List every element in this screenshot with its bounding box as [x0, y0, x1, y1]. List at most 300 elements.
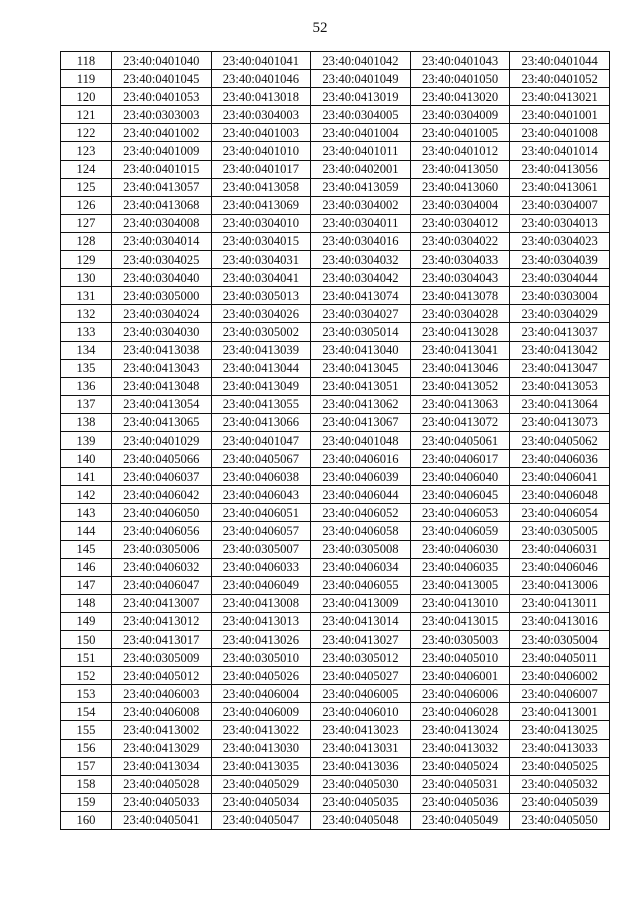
cadastral-number-cell: 23:40:0304013	[510, 214, 610, 232]
cadastral-number-cell: 23:40:0413025	[510, 721, 610, 739]
cadastral-number-cell: 23:40:0406054	[510, 504, 610, 522]
cadastral-number-cell: 23:40:0401052	[510, 70, 610, 88]
row-number-cell: 118	[61, 52, 112, 70]
row-number-cell: 150	[61, 631, 112, 649]
table-row	[61, 196, 610, 214]
table-row	[61, 377, 610, 395]
row-number-cell: 148	[61, 594, 112, 612]
cadastral-number-cell: 23:40:0413018	[211, 88, 311, 106]
table-row	[61, 70, 610, 88]
cadastral-number-cell: 23:40:0304015	[211, 232, 311, 250]
cadastral-number-cell: 23:40:0304003	[211, 106, 311, 124]
cadastral-number-cell: 23:40:0413054	[112, 395, 212, 413]
cadastral-number-cell: 23:40:0305009	[112, 649, 212, 667]
cadastral-number-cell: 23:40:0401045	[112, 70, 212, 88]
cadastral-number-cell: 23:40:0405010	[410, 649, 510, 667]
cadastral-number-cell: 23:40:0405039	[510, 793, 610, 811]
table-row	[61, 178, 610, 196]
cadastral-number-cell: 23:40:0401008	[510, 124, 610, 142]
table-row	[61, 811, 610, 829]
table-row	[61, 124, 610, 142]
cadastral-number-cell: 23:40:0304032	[311, 251, 411, 269]
cadastral-number-cell: 23:40:0413024	[410, 721, 510, 739]
cadastral-number-cell: 23:40:0406001	[410, 667, 510, 685]
cadastral-number-cell: 23:40:0413058	[211, 178, 311, 196]
cadastral-number-cell: 23:40:0406005	[311, 685, 411, 703]
cadastral-number-cell: 23:40:0304039	[510, 251, 610, 269]
cadastral-number-cell: 23:40:0406016	[311, 450, 411, 468]
table-row	[61, 775, 610, 793]
row-number-cell: 123	[61, 142, 112, 160]
cadastral-number-cell: 23:40:0413038	[112, 341, 212, 359]
cadastral-number-cell: 23:40:0305007	[211, 540, 311, 558]
table-row	[61, 540, 610, 558]
row-number-cell: 130	[61, 269, 112, 287]
table-row	[61, 721, 610, 739]
cadastral-number-cell: 23:40:0401014	[510, 142, 610, 160]
cadastral-number-cell: 23:40:0405025	[510, 757, 610, 775]
cadastral-number-cell: 23:40:0405047	[211, 811, 311, 829]
cadastral-number-cell: 23:40:0402001	[311, 160, 411, 178]
row-number-cell: 128	[61, 232, 112, 250]
cadastral-number-cell: 23:40:0405033	[112, 793, 212, 811]
cadastral-number-cell: 23:40:0406031	[510, 540, 610, 558]
table-row	[61, 88, 610, 106]
cadastral-number-cell: 23:40:0406008	[112, 703, 212, 721]
cadastral-number-cell: 23:40:0305014	[311, 323, 411, 341]
cadastral-table	[60, 51, 610, 830]
cadastral-number-cell: 23:40:0401011	[311, 142, 411, 160]
cadastral-number-cell: 23:40:0406003	[112, 685, 212, 703]
row-number-cell: 141	[61, 468, 112, 486]
cadastral-number-cell: 23:40:0406006	[410, 685, 510, 703]
cadastral-number-cell: 23:40:0304031	[211, 251, 311, 269]
cadastral-number-cell: 23:40:0406049	[211, 576, 311, 594]
cadastral-number-cell: 23:40:0413061	[510, 178, 610, 196]
table-row	[61, 576, 610, 594]
cadastral-number-cell: 23:40:0405034	[211, 793, 311, 811]
cadastral-number-cell: 23:40:0413051	[311, 377, 411, 395]
cadastral-number-cell: 23:40:0401041	[211, 52, 311, 70]
table-row	[61, 431, 610, 449]
cadastral-number-cell: 23:40:0304004	[410, 196, 510, 214]
table-row	[61, 359, 610, 377]
cadastral-number-cell: 23:40:0413039	[211, 341, 311, 359]
cadastral-number-cell: 23:40:0305005	[510, 522, 610, 540]
cadastral-number-cell: 23:40:0303003	[112, 106, 212, 124]
table-row	[61, 106, 610, 124]
cadastral-number-cell: 23:40:0304012	[410, 214, 510, 232]
cadastral-number-cell: 23:40:0413048	[112, 377, 212, 395]
row-number-cell: 132	[61, 305, 112, 323]
table-row	[61, 486, 610, 504]
cadastral-number-cell: 23:40:0413074	[311, 287, 411, 305]
cadastral-number-cell: 23:40:0303004	[510, 287, 610, 305]
table-row	[61, 667, 610, 685]
table-row	[61, 160, 610, 178]
row-number-cell: 135	[61, 359, 112, 377]
cadastral-number-cell: 23:40:0413032	[410, 739, 510, 757]
row-number-cell: 145	[61, 540, 112, 558]
cadastral-number-cell: 23:40:0413072	[410, 413, 510, 431]
cadastral-number-cell: 23:40:0413009	[311, 594, 411, 612]
cadastral-number-cell: 23:40:0405062	[510, 431, 610, 449]
cadastral-number-cell: 23:40:0304014	[112, 232, 212, 250]
cadastral-number-cell: 23:40:0405061	[410, 431, 510, 449]
cadastral-number-cell: 23:40:0401017	[211, 160, 311, 178]
table-row	[61, 468, 610, 486]
cadastral-number-cell: 23:40:0405067	[211, 450, 311, 468]
cadastral-number-cell: 23:40:0405024	[410, 757, 510, 775]
cadastral-number-cell: 23:40:0401005	[410, 124, 510, 142]
cadastral-number-cell: 23:40:0413017	[112, 631, 212, 649]
cadastral-number-cell: 23:40:0305002	[211, 323, 311, 341]
cadastral-number-cell: 23:40:0401029	[112, 431, 212, 449]
cadastral-number-cell: 23:40:0406055	[311, 576, 411, 594]
cadastral-number-cell: 23:40:0401003	[211, 124, 311, 142]
cadastral-number-cell: 23:40:0413027	[311, 631, 411, 649]
cadastral-number-cell: 23:40:0406043	[211, 486, 311, 504]
cadastral-number-cell: 23:40:0304016	[311, 232, 411, 250]
cadastral-number-cell: 23:40:0304043	[410, 269, 510, 287]
cadastral-number-cell: 23:40:0406032	[112, 558, 212, 576]
table-row	[61, 685, 610, 703]
cadastral-number-cell: 23:40:0406033	[211, 558, 311, 576]
cadastral-number-cell: 23:40:0405029	[211, 775, 311, 793]
cadastral-number-cell: 23:40:0413067	[311, 413, 411, 431]
table-row	[61, 52, 610, 70]
cadastral-number-cell: 23:40:0413042	[510, 341, 610, 359]
cadastral-number-cell: 23:40:0413045	[311, 359, 411, 377]
cadastral-number-cell: 23:40:0405028	[112, 775, 212, 793]
cadastral-number-cell: 23:40:0405011	[510, 649, 610, 667]
cadastral-number-cell: 23:40:0413073	[510, 413, 610, 431]
cadastral-number-cell: 23:40:0406039	[311, 468, 411, 486]
cadastral-number-cell: 23:40:0304005	[311, 106, 411, 124]
cadastral-number-cell: 23:40:0413041	[410, 341, 510, 359]
cadastral-number-cell: 23:40:0413062	[311, 395, 411, 413]
row-number-cell: 136	[61, 377, 112, 395]
table-row	[61, 341, 610, 359]
cadastral-number-cell: 23:40:0413005	[410, 576, 510, 594]
row-number-cell: 140	[61, 450, 112, 468]
cadastral-number-cell: 23:40:0405032	[510, 775, 610, 793]
cadastral-number-cell: 23:40:0413008	[211, 594, 311, 612]
row-number-cell: 144	[61, 522, 112, 540]
table-row	[61, 757, 610, 775]
table-row	[61, 612, 610, 630]
cadastral-number-cell: 23:40:0406047	[112, 576, 212, 594]
row-number-cell: 129	[61, 251, 112, 269]
cadastral-number-cell: 23:40:0413044	[211, 359, 311, 377]
cadastral-number-cell: 23:40:0305010	[211, 649, 311, 667]
cadastral-number-cell: 23:40:0413053	[510, 377, 610, 395]
table-row	[61, 450, 610, 468]
cadastral-number-cell: 23:40:0406058	[311, 522, 411, 540]
row-number-cell: 155	[61, 721, 112, 739]
row-number-cell: 153	[61, 685, 112, 703]
cadastral-number-cell: 23:40:0406053	[410, 504, 510, 522]
cadastral-number-cell: 23:40:0413012	[112, 612, 212, 630]
cadastral-number-cell: 23:40:0406037	[112, 468, 212, 486]
row-number-cell: 146	[61, 558, 112, 576]
cadastral-number-cell: 23:40:0401042	[311, 52, 411, 70]
cadastral-number-cell: 23:40:0304042	[311, 269, 411, 287]
cadastral-number-cell: 23:40:0413013	[211, 612, 311, 630]
cadastral-number-cell: 23:40:0304041	[211, 269, 311, 287]
table-row	[61, 305, 610, 323]
table-row	[61, 142, 610, 160]
row-number-cell: 158	[61, 775, 112, 793]
cadastral-number-cell: 23:40:0413023	[311, 721, 411, 739]
cadastral-number-cell: 23:40:0413078	[410, 287, 510, 305]
row-number-cell: 133	[61, 323, 112, 341]
table-row	[61, 703, 610, 721]
table-body	[61, 52, 610, 830]
cadastral-number-cell: 23:40:0304029	[510, 305, 610, 323]
cadastral-number-cell: 23:40:0413059	[311, 178, 411, 196]
cadastral-number-cell: 23:40:0305008	[311, 540, 411, 558]
table-row	[61, 631, 610, 649]
cadastral-number-cell: 23:40:0413031	[311, 739, 411, 757]
cadastral-number-cell: 23:40:0304010	[211, 214, 311, 232]
cadastral-number-cell: 23:40:0304008	[112, 214, 212, 232]
table-row	[61, 594, 610, 612]
cadastral-number-cell: 23:40:0413021	[510, 88, 610, 106]
cadastral-number-cell: 23:40:0406004	[211, 685, 311, 703]
cadastral-number-cell: 23:40:0305006	[112, 540, 212, 558]
cadastral-number-cell: 23:40:0413064	[510, 395, 610, 413]
cadastral-number-cell: 23:40:0406052	[311, 504, 411, 522]
cadastral-number-cell: 23:40:0413016	[510, 612, 610, 630]
row-number-cell: 149	[61, 612, 112, 630]
cadastral-number-cell: 23:40:0304024	[112, 305, 212, 323]
cadastral-number-cell: 23:40:0401012	[410, 142, 510, 160]
row-number-cell: 127	[61, 214, 112, 232]
cadastral-number-cell: 23:40:0413060	[410, 178, 510, 196]
cadastral-number-cell: 23:40:0304009	[410, 106, 510, 124]
table-row	[61, 214, 610, 232]
cadastral-number-cell: 23:40:0305013	[211, 287, 311, 305]
cadastral-number-cell: 23:40:0413055	[211, 395, 311, 413]
cadastral-number-cell: 23:40:0406044	[311, 486, 411, 504]
cadastral-number-cell: 23:40:0401001	[510, 106, 610, 124]
cadastral-number-cell: 23:40:0406042	[112, 486, 212, 504]
cadastral-number-cell: 23:40:0406007	[510, 685, 610, 703]
cadastral-number-cell: 23:40:0413022	[211, 721, 311, 739]
cadastral-number-cell: 23:40:0413068	[112, 196, 212, 214]
cadastral-number-cell: 23:40:0413029	[112, 739, 212, 757]
cadastral-number-cell: 23:40:0304028	[410, 305, 510, 323]
cadastral-number-cell: 23:40:0401040	[112, 52, 212, 70]
row-number-cell: 142	[61, 486, 112, 504]
cadastral-number-cell: 23:40:0413014	[311, 612, 411, 630]
row-number-cell: 156	[61, 739, 112, 757]
row-number-cell: 121	[61, 106, 112, 124]
cadastral-number-cell: 23:40:0406028	[410, 703, 510, 721]
cadastral-number-cell: 23:40:0413047	[510, 359, 610, 377]
cadastral-number-cell: 23:40:0304033	[410, 251, 510, 269]
cadastral-number-cell: 23:40:0401044	[510, 52, 610, 70]
cadastral-number-cell: 23:40:0406035	[410, 558, 510, 576]
cadastral-number-cell: 23:40:0413015	[410, 612, 510, 630]
cadastral-number-cell: 23:40:0405026	[211, 667, 311, 685]
row-number-cell: 122	[61, 124, 112, 142]
cadastral-number-cell: 23:40:0406045	[410, 486, 510, 504]
cadastral-number-cell: 23:40:0405030	[311, 775, 411, 793]
cadastral-number-cell: 23:40:0305000	[112, 287, 212, 305]
row-number-cell: 151	[61, 649, 112, 667]
cadastral-number-cell: 23:40:0413010	[410, 594, 510, 612]
cadastral-number-cell: 23:40:0405041	[112, 811, 212, 829]
cadastral-number-cell: 23:40:0405035	[311, 793, 411, 811]
row-number-cell: 159	[61, 793, 112, 811]
cadastral-number-cell: 23:40:0405050	[510, 811, 610, 829]
table-row	[61, 232, 610, 250]
row-number-cell: 139	[61, 431, 112, 449]
cadastral-number-cell: 23:40:0413050	[410, 160, 510, 178]
cadastral-number-cell: 23:40:0304011	[311, 214, 411, 232]
cadastral-number-cell: 23:40:0405048	[311, 811, 411, 829]
row-number-cell: 157	[61, 757, 112, 775]
cadastral-number-cell: 23:40:0304026	[211, 305, 311, 323]
cadastral-number-cell: 23:40:0413056	[510, 160, 610, 178]
cadastral-number-cell: 23:40:0413007	[112, 594, 212, 612]
cadastral-number-cell: 23:40:0406036	[510, 450, 610, 468]
cadastral-number-cell: 23:40:0405012	[112, 667, 212, 685]
cadastral-number-cell: 23:40:0401048	[311, 431, 411, 449]
cadastral-number-cell: 23:40:0406030	[410, 540, 510, 558]
row-number-cell: 124	[61, 160, 112, 178]
cadastral-number-cell: 23:40:0304025	[112, 251, 212, 269]
cadastral-number-cell: 23:40:0406056	[112, 522, 212, 540]
cadastral-number-cell: 23:40:0304022	[410, 232, 510, 250]
cadastral-number-cell: 23:40:0304007	[510, 196, 610, 214]
cadastral-number-cell: 23:40:0406002	[510, 667, 610, 685]
cadastral-number-cell: 23:40:0305003	[410, 631, 510, 649]
cadastral-number-cell: 23:40:0405036	[410, 793, 510, 811]
cadastral-number-cell: 23:40:0406009	[211, 703, 311, 721]
cadastral-number-cell: 23:40:0413037	[510, 323, 610, 341]
cadastral-number-cell: 23:40:0401002	[112, 124, 212, 142]
cadastral-number-cell: 23:40:0413046	[410, 359, 510, 377]
cadastral-number-cell: 23:40:0406048	[510, 486, 610, 504]
page-number: 52	[312, 20, 328, 36]
cadastral-number-cell: 23:40:0413035	[211, 757, 311, 775]
table-row	[61, 395, 610, 413]
cadastral-number-cell: 23:40:0401009	[112, 142, 212, 160]
table-row	[61, 413, 610, 431]
cadastral-number-cell: 23:40:0413033	[510, 739, 610, 757]
table-row	[61, 522, 610, 540]
cadastral-number-cell: 23:40:0401043	[410, 52, 510, 70]
cadastral-number-cell: 23:40:0406034	[311, 558, 411, 576]
cadastral-number-cell: 23:40:0406057	[211, 522, 311, 540]
cadastral-number-cell: 23:40:0406017	[410, 450, 510, 468]
cadastral-number-cell: 23:40:0304030	[112, 323, 212, 341]
row-number-cell: 131	[61, 287, 112, 305]
row-number-cell: 120	[61, 88, 112, 106]
cadastral-number-cell: 23:40:0401047	[211, 431, 311, 449]
cadastral-number-cell: 23:40:0413034	[112, 757, 212, 775]
row-number-cell: 160	[61, 811, 112, 829]
cadastral-number-cell: 23:40:0405066	[112, 450, 212, 468]
cadastral-number-cell: 23:40:0405031	[410, 775, 510, 793]
cadastral-number-cell: 23:40:0401004	[311, 124, 411, 142]
cadastral-number-cell: 23:40:0413069	[211, 196, 311, 214]
cadastral-number-cell: 23:40:0405027	[311, 667, 411, 685]
cadastral-number-cell: 23:40:0406010	[311, 703, 411, 721]
row-number-cell: 134	[61, 341, 112, 359]
table-row	[61, 287, 610, 305]
table-row	[61, 269, 610, 287]
table-row	[61, 323, 610, 341]
table-row	[61, 649, 610, 667]
table-row	[61, 793, 610, 811]
cadastral-number-cell: 23:40:0406046	[510, 558, 610, 576]
cadastral-number-cell: 23:40:0304027	[311, 305, 411, 323]
cadastral-number-cell: 23:40:0413043	[112, 359, 212, 377]
cadastral-number-cell: 23:40:0413002	[112, 721, 212, 739]
cadastral-number-cell: 23:40:0413063	[410, 395, 510, 413]
row-number-cell: 138	[61, 413, 112, 431]
cadastral-number-cell: 23:40:0413001	[510, 703, 610, 721]
row-number-cell: 119	[61, 70, 112, 88]
cadastral-number-cell: 23:40:0304044	[510, 269, 610, 287]
cadastral-number-cell: 23:40:0401050	[410, 70, 510, 88]
cadastral-number-cell: 23:40:0304023	[510, 232, 610, 250]
cadastral-number-cell: 23:40:0413066	[211, 413, 311, 431]
cadastral-number-cell: 23:40:0413006	[510, 576, 610, 594]
cadastral-number-cell: 23:40:0406051	[211, 504, 311, 522]
row-number-cell: 147	[61, 576, 112, 594]
cadastral-number-cell: 23:40:0401015	[112, 160, 212, 178]
row-number-cell: 143	[61, 504, 112, 522]
row-number-cell: 137	[61, 395, 112, 413]
cadastral-number-cell: 23:40:0405049	[410, 811, 510, 829]
cadastral-number-cell: 23:40:0406038	[211, 468, 311, 486]
table-row	[61, 251, 610, 269]
cadastral-number-cell: 23:40:0406050	[112, 504, 212, 522]
cadastral-number-cell: 23:40:0305012	[311, 649, 411, 667]
table-row	[61, 739, 610, 757]
cadastral-number-cell: 23:40:0413052	[410, 377, 510, 395]
cadastral-number-cell: 23:40:0413040	[311, 341, 411, 359]
table-row	[61, 504, 610, 522]
cadastral-number-cell: 23:40:0413020	[410, 88, 510, 106]
cadastral-number-cell: 23:40:0305004	[510, 631, 610, 649]
cadastral-number-cell: 23:40:0413026	[211, 631, 311, 649]
table-row	[61, 558, 610, 576]
row-number-cell: 125	[61, 178, 112, 196]
cadastral-number-cell: 23:40:0304040	[112, 269, 212, 287]
cadastral-number-cell: 23:40:0401049	[311, 70, 411, 88]
cadastral-number-cell: 23:40:0406041	[510, 468, 610, 486]
cadastral-number-cell: 23:40:0413036	[311, 757, 411, 775]
cadastral-number-cell: 23:40:0406040	[410, 468, 510, 486]
cadastral-number-cell: 23:40:0413049	[211, 377, 311, 395]
row-number-cell: 154	[61, 703, 112, 721]
cadastral-number-cell: 23:40:0413057	[112, 178, 212, 196]
cadastral-number-cell: 23:40:0401053	[112, 88, 212, 106]
cadastral-number-cell: 23:40:0413011	[510, 594, 610, 612]
cadastral-number-cell: 23:40:0401010	[211, 142, 311, 160]
row-number-cell: 152	[61, 667, 112, 685]
cadastral-number-cell: 23:40:0406059	[410, 522, 510, 540]
cadastral-number-cell: 23:40:0413030	[211, 739, 311, 757]
cadastral-number-cell: 23:40:0304002	[311, 196, 411, 214]
cadastral-number-cell: 23:40:0413019	[311, 88, 411, 106]
